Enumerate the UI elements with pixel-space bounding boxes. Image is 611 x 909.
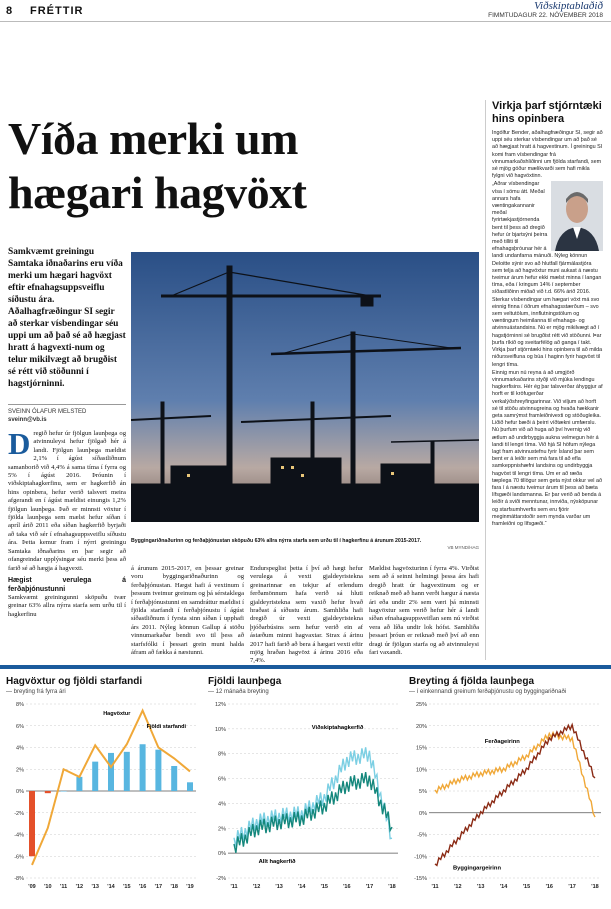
bar (76, 777, 82, 791)
sidebar-box (485, 100, 603, 660)
column-1-paragraph-1: regið hefur úr fjölgun launþega og atvinnuleysi hefur fjölgað hér á landi. Fjölgun launþega mældist 2,1% í ágúst síðastliðnum samanborið við 4,4% á sama tíma í fyrra og 5% í ágúst 2016. Þróunin í viðskiptahagkerfinu, sem er hagkerfið án hins opinbera, hefur verið talsvert meira afgerandi en í ágúst mældist einungis 1,2% fjölgun launþega. Það er minnsti vöxtur í fjölda launþega sem mælst hefur síðan í apríl árið 2011 eða síðan hagkerfið byrjaði að taka við sér í efnahagsuppsveiflu síðustu ára. Þetta kemur fram í nýrri greiningu Samtaka iðnaðarins en þar segir að ofangreindar upplýsingar séu merki þess að farið sé að hægja á hagvexti. (8, 430, 126, 572)
x-tick-label: '19 (186, 884, 194, 890)
y-tick-label: -4% (14, 832, 24, 839)
x-tick-label: '11 (431, 884, 439, 890)
x-tick-label: '16 (545, 884, 554, 890)
bar (171, 766, 177, 791)
y-tick-label: 10% (415, 767, 427, 774)
y-tick-label: -15% (414, 876, 427, 882)
y-tick-label: -5% (417, 832, 427, 839)
x-tick-label: '09 (28, 884, 36, 890)
x-tick-label: '13 (476, 884, 485, 890)
y-tick-label: 20% (415, 723, 427, 730)
y-tick-label: 8% (16, 702, 24, 708)
y-tick-label: 6% (16, 723, 24, 730)
brand-logo: Viðskiptablaðið (534, 0, 603, 12)
bar (124, 752, 130, 791)
y-tick-label: 15% (415, 745, 427, 752)
bar (29, 791, 35, 856)
x-tick-label: '17 (154, 884, 163, 890)
y-tick-label: -10% (414, 854, 427, 861)
article-column-2: á árunum 2015-2017, en þessar greinar voru byggingariðnaðurinn og ferðaþjónustan. Hægst hafi á vextinum í þessum tveimur greinum og þá sérstaklega í ferðaþjónustunni en samdráttur mældist í fjölda starfandi í ferðaþjónustu í ágúst síðastliðnum í fyrsta sinn síðan í upphafi árs 2011. Nýleg könnun Gallup á stöðu vinnumarkaðar bendi svo til þess að starfsfólki í þessari grein muni halda áfram að fækka á næstunni. (131, 565, 244, 657)
chart-2-title: Fjöldi launþega (208, 676, 282, 687)
y-tick-label: 10% (214, 726, 226, 733)
x-tick-label: '14 (107, 884, 115, 890)
y-tick-label: -6% (14, 854, 24, 861)
chart-section-rule (0, 665, 611, 669)
x-tick-label: '13 (91, 884, 99, 890)
y-tick-label: -2% (14, 810, 24, 817)
y-tick-label: 2% (218, 826, 226, 833)
y-tick-label: 2% (16, 767, 24, 774)
sidebar-paragraph-1: Ingólfur Bender, aðalhagfræðingur SI, segir að uppi séu sterkar vísbendingar um að það sé að hægjast hratt á hagvextinum. Í greiningu SI komi fram vísbendingar frá vinnumarkaðshliðinni um fjölda starfandi, sem sé mjög góður mælikvarði sem hafi mikla fylgni við hagvöxtinn. (492, 130, 603, 180)
y-tick-label: 25% (415, 702, 427, 708)
bar (155, 750, 161, 791)
headline-line-1: Víða merki um (8, 113, 298, 164)
chart-employee-change (409, 676, 607, 906)
x-tick-label: '11 (60, 884, 68, 890)
series-label-hagvoxtur: Hagvöxtur (103, 710, 131, 717)
chart-2-plot (208, 698, 404, 904)
byline (8, 404, 126, 424)
x-tick-label: '15 (522, 884, 531, 890)
chart-3-title: Breyting á fjölda launþega (409, 676, 535, 687)
y-tick-label: 0% (419, 810, 427, 817)
headline-line-2: hægari hagvöxt (8, 167, 307, 218)
series-label-starfandi: Fjöldi starfandi (146, 723, 187, 730)
y-tick-label: 5% (419, 789, 427, 795)
x-tick-label: '17 (568, 884, 576, 890)
column-1-paragraph-2: Samkvæmt greiningunni sköpuðu tvær greinar 63% allra nýrra starfa sem urðu til í hagkerfinu (8, 593, 126, 618)
photo-caption: Byggingariðnaðurinn og ferðaþjónustan sköpuðu 63% allra nýrra starfa sem urðu til í hagkerfinu á árunum 2015-2017. (131, 538, 422, 544)
x-tick-label: '14 (297, 884, 306, 890)
chart-3-plot (409, 698, 607, 904)
article-column-3: Endurspeglist þetta í því að hægt hefur verulega á vexti gjaldeyristekna greinarinnar en tekjur af erlendum ferðamönnum hafa verið sá hluti gjaldeyristekna sem vaxið hefur hvað hraðast á síðustu árum. Samhliða hafi dregið úr vexti gjaldeyristekna þjóðarbúsins sem hefur verið ein af ástæðum minni hagvaxtar. Strax á árinu 2017 hafi farið að bera á hægari vexti eftir mjög hraðan hagvöxt á árinu 2016 eða 7,4%. (250, 565, 363, 665)
x-tick-label: '17 (365, 884, 374, 890)
y-tick-label: 0% (218, 851, 226, 858)
bar (187, 782, 193, 791)
x-tick-label: '12 (454, 884, 462, 890)
byline-email: sveinn@vb.is (8, 417, 47, 423)
series-label-ferdageirinn: Ferðageirinn (484, 739, 520, 746)
x-tick-label: '18 (388, 884, 396, 890)
chart-employees (208, 676, 404, 906)
chart-1-plot (6, 698, 202, 904)
y-tick-label: 6% (218, 776, 226, 783)
x-tick-label: '18 (591, 884, 599, 890)
sidebar-paragraph-3: Einnig mun nú reyna á að umgjörð vinnumarkaðarins styðji við mjúka lendingu hagkerfisins. Hér ég þar talsverðar áhyggjur af horft er til kröfugerðar verkalýðshreyfingarinnar. Við viljum að horft sé til stöðu atvinnugreina og hvaða hækkanir geta samrýmst framleiðnivexti og stöðugleika. Liðið hefur bæði á þeirri víðtækni umfærslu. Nú þurfum við að huga að því hvernig við ætlum að undirbyggja aukna velmegun hér á landi til lengri tíma. Við hjá SI höfum nýlega lagt fram atvinnustefnu fyrir Ísland þar sem bent er á leiðir sem má fara til að efla samkeppnishæfni landsins og undirbyggja hagvöxt til lengri tíma. Um er að ræða tæplega 70 tillögur sem geta nýst okkur vel að fara í á næstu tveimur árum til þess að bæta lífsgæði landsmanna. Er þar verið að benda á leiðir á sviði menntunar, innviða, nýsköpunar og starfsumhverfis sem eru fjórir meginmáttarstoðir sem mynda varðar um framleiðni og lífsgæði.“ (492, 369, 603, 527)
bar (92, 762, 98, 791)
y-tick-label: 4% (16, 745, 24, 752)
series-label-allt-hagkerfid: Allt hagkerfið (258, 859, 296, 866)
article-column-4: Mældist hagvöxturinn í fyrra 4%. Virðist sem að á seinni helmingi þessa árs hafi dregið hratt úr hagvextinum og er reiknað með að hann verði hægur á næsta ári eða undir 2% sem væri þá minnsti hagvöxtur sem verið hefur hér á landi síðan efnahagsuppsveiflan sem nú virðist vera að líða undir lok hófst. Samhliða þessari þróun er reiknað með því að enn dragi úr fjölgun starfa og að atvinnuleysi fari vaxandi. (369, 565, 479, 657)
x-tick-label: '14 (499, 884, 508, 890)
article-headline (8, 112, 478, 220)
byline-name: SVEINN ÓLAFUR MELSTED (8, 409, 87, 415)
x-tick-label: '12 (252, 884, 261, 890)
page-header (0, 0, 611, 22)
x-tick-label: '13 (275, 884, 283, 890)
y-tick-label: 4% (218, 801, 226, 808)
x-tick-label: '11 (230, 884, 238, 890)
x-tick-label: '15 (123, 884, 131, 890)
sidebar-text (492, 130, 603, 528)
page-number: 8 (6, 5, 13, 17)
series-label-byggingargeirinn: Byggingargeirinn (453, 865, 501, 872)
article-photo (131, 252, 479, 522)
bar (61, 791, 67, 792)
x-tick-label: '16 (343, 884, 351, 890)
bar (140, 744, 146, 791)
chart-1-title: Hagvöxtur og fjöldi starfandi (6, 676, 143, 687)
y-tick-label: -2% (216, 876, 226, 882)
drop-cap: D (8, 426, 31, 461)
section-label: FRÉTTIR (30, 5, 84, 17)
series-line-ferdageirinn (435, 733, 595, 818)
bar (108, 753, 114, 791)
issue-date: FIMMTUDAGUR 22. NÓVEMBER 2018 (488, 12, 603, 19)
chart-1-subtitle: — breyting frá fyrra ári (6, 689, 66, 695)
x-tick-label: '15 (320, 884, 329, 890)
x-tick-label: '10 (44, 884, 52, 890)
y-tick-label: 0% (16, 789, 24, 795)
x-tick-label: '18 (170, 884, 178, 890)
series-line-allt-hagkerfid (234, 772, 392, 853)
chart-growth-employment (6, 676, 202, 906)
y-tick-label: 8% (218, 751, 226, 758)
portrait-photo (551, 181, 603, 251)
y-tick-label: -8% (14, 876, 24, 882)
sidebar-paragraph-2: „Aðrar vísbendingar vísa í sömu átt. Meðal annars hafa væntingakannanir meðal fyrirtækjastjórnenda bent til þess að dregið hefur úr bjartsýni þeirra með tilliti til efnahagsþróunar hér á landi undanfarna mánuði. Nýleg könnun Deloitte sýnir svo að hlutfall fjármálastjóra sem telja að hagvöxtur muni aukast á næstu tveimur árum hefur ekki mælst minna í langan tíma, eða í kringum 14% í september síðastliðinn miðað við t.d. 66% árið 2016. Sterkar vísbendingar um hægari vöxt má svo einnig finna í öðrum efnahagsstærðum – svo sem veltutölum, innflutningstölum og væntingum heimilanna til efnahags- og atvinnuástandsins. Nú er mjög mikilvægt að í hagstjórninni sé brugðist rétt við stöðunni. Þar þurfa ríkið og sveitarfélög að ganga í takt. Virkja þarf stjórntæki hins opinbera til að milda niðursveifluna og búa í haginn fyrir hagvöxt til lengri tíma. (492, 181, 603, 368)
sidebar-title: Virkja þarf stjórntæki hins opinbera (492, 100, 602, 125)
series-line-byggingargeirinn (435, 725, 595, 866)
bar (45, 791, 51, 793)
article-lede: Samkvæmt greiningu Samtaka iðnaðarins eru víða merki um hægari hagvöxt eftir efnahagsuppsveiflu síðustu ára. Aðalhagfræðingur SI segir að sterkar vísbendingar séu uppi um að það sé að hægjast hratt á hagvexti-num og telur mikilvægt að brugðist sé rétt við stöðunni í hagstjórninni. (8, 247, 126, 389)
y-tick-label: 12% (214, 702, 226, 708)
column-1-subhead: Hægist verulega á ferðaþjónustunni (8, 576, 126, 593)
article-column-1 (8, 426, 126, 619)
x-tick-label: '12 (75, 884, 84, 890)
chart-3-subtitle: — í einkennandi greinum ferðaþjónustu og byggingariðnaði (409, 689, 567, 695)
photo-credit: VB MYND/HAG (447, 545, 479, 550)
series-label-vidskiptahagkerfid: Viðskiptahagkerfið (311, 724, 364, 731)
x-tick-label: '16 (138, 884, 147, 890)
chart-2-subtitle: — 12 mánaða breyting (208, 689, 269, 695)
construction-cranes-image (131, 252, 479, 522)
